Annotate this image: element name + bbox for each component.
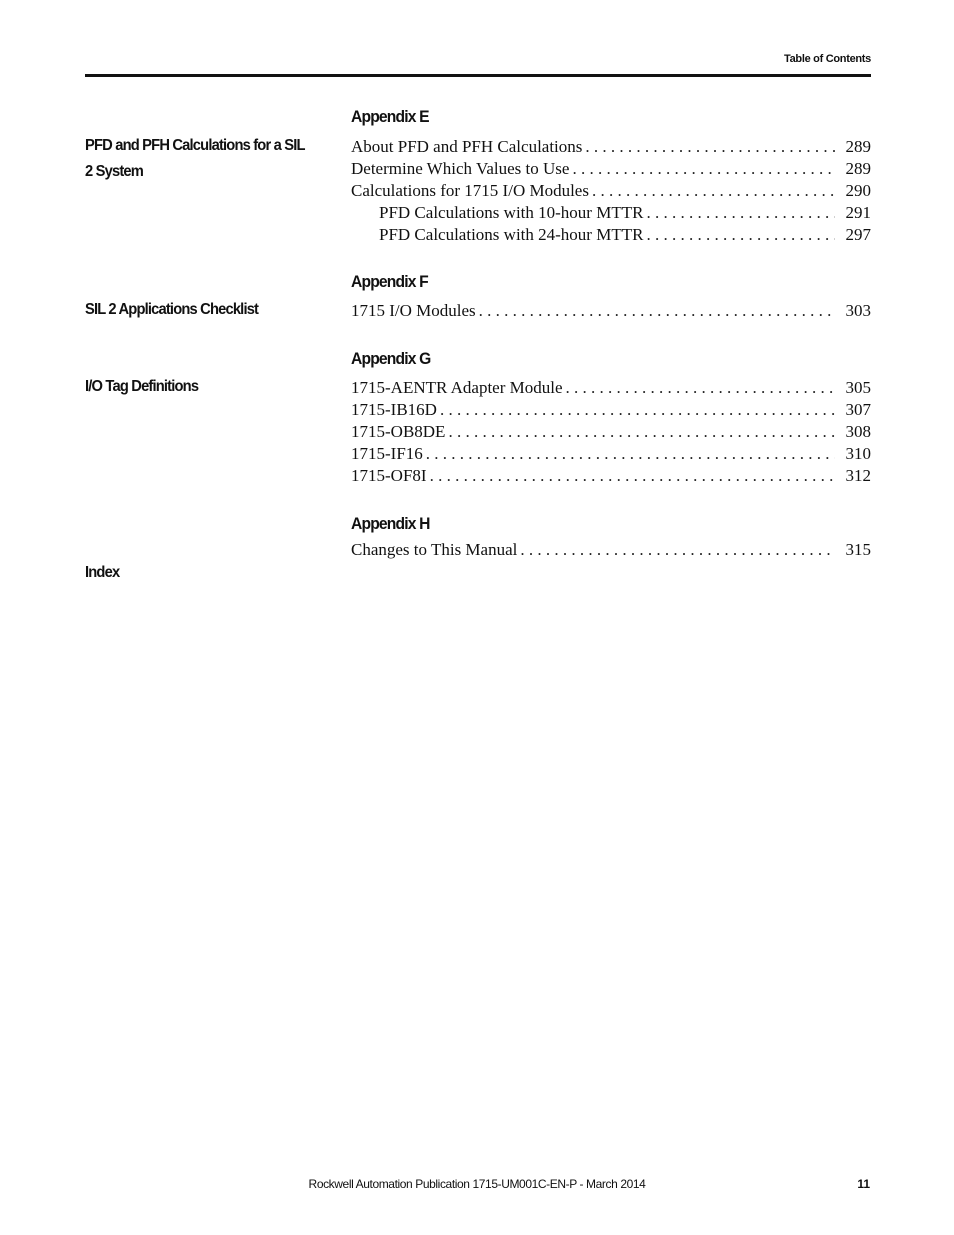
footer-page-number: 11 <box>857 1177 870 1191</box>
toc-entry-page: 290 <box>845 181 871 200</box>
toc-entry-page: 305 <box>845 378 871 397</box>
toc-entry-label: 1715 I/O Modules <box>351 301 476 320</box>
appendix-h-heading: Appendix H <box>351 514 430 533</box>
header-rule <box>85 74 871 77</box>
toc-entry-label: PFD Calculations with 24-hour MTTR <box>379 225 644 244</box>
toc-entry-label: 1715-IB16D <box>351 400 437 419</box>
toc-subentry[interactable] <box>351 202 871 224</box>
toc-entry-label: 1715-AENTR Adapter Module <box>351 378 563 397</box>
toc-entry[interactable] <box>351 377 871 399</box>
appendix-h-entries <box>351 539 871 561</box>
toc-entry-page: 307 <box>845 400 871 419</box>
toc-entry-page: 303 <box>845 301 871 320</box>
toc-entry-label: PFD Calculations with 10-hour MTTR <box>379 203 644 222</box>
appendix-e-entries <box>351 136 871 246</box>
header-title: Table of Contents <box>784 53 871 65</box>
dot-leader <box>646 202 835 224</box>
toc-entry-label: Determine Which Values to Use <box>351 159 570 178</box>
toc-entry[interactable] <box>351 421 871 443</box>
toc-entry[interactable] <box>351 300 871 322</box>
toc-subentry[interactable] <box>351 224 871 246</box>
appendix-g-heading: Appendix G <box>351 349 431 368</box>
toc-entry-page: 289 <box>845 159 871 178</box>
toc-entry[interactable] <box>351 443 871 465</box>
toc-entry-label: About PFD and PFH Calculations <box>351 137 583 156</box>
toc-entry-label: 1715-OB8DE <box>351 422 446 441</box>
dot-leader <box>585 136 835 158</box>
toc-entry-label: 1715-OF8I <box>351 466 427 485</box>
appendix-e-heading: Appendix E <box>351 107 429 126</box>
appendix-g-title: I/O Tag Definitions <box>85 378 199 395</box>
footer-publication: Rockwell Automation Publication 1715-UM001C-EN-P - March 2014 <box>308 1177 646 1191</box>
toc-entry[interactable] <box>351 539 871 561</box>
toc-entry-page: 297 <box>845 225 871 244</box>
appendix-f-entries <box>351 300 871 322</box>
toc-entry[interactable] <box>351 158 871 180</box>
dot-leader <box>520 539 835 561</box>
toc-entry-page: 289 <box>845 137 871 156</box>
toc-entry-page: 315 <box>845 540 871 559</box>
appendix-f-title: SIL 2 Applications Checklist <box>85 301 259 318</box>
appendix-f-heading: Appendix F <box>351 272 428 291</box>
dot-leader <box>592 180 835 202</box>
toc-entry[interactable] <box>351 399 871 421</box>
toc-entry-page: 310 <box>845 444 871 463</box>
toc-entry-label: Changes to This Manual <box>351 540 518 559</box>
toc-entry[interactable] <box>351 136 871 158</box>
toc-entry-page: 291 <box>845 203 871 222</box>
dot-leader <box>448 421 835 443</box>
appendix-g-entries <box>351 377 871 487</box>
toc-entry[interactable] <box>351 465 871 487</box>
dot-leader <box>426 443 835 465</box>
dot-leader <box>440 399 835 421</box>
dot-leader <box>430 465 835 487</box>
toc-entry-label: Calculations for 1715 I/O Modules <box>351 181 589 200</box>
toc-entry-label: 1715-IF16 <box>351 444 423 463</box>
toc-entry-page: 308 <box>845 422 871 441</box>
toc-entry-page: 312 <box>845 466 871 485</box>
dot-leader <box>572 158 835 180</box>
dot-leader <box>646 224 835 246</box>
dot-leader <box>566 377 835 399</box>
dot-leader <box>479 300 835 322</box>
toc-entry[interactable] <box>351 180 871 202</box>
appendix-e-title: PFD and PFH Calculations for a SIL 2 System <box>85 137 305 180</box>
index-title[interactable]: Index <box>85 564 120 581</box>
